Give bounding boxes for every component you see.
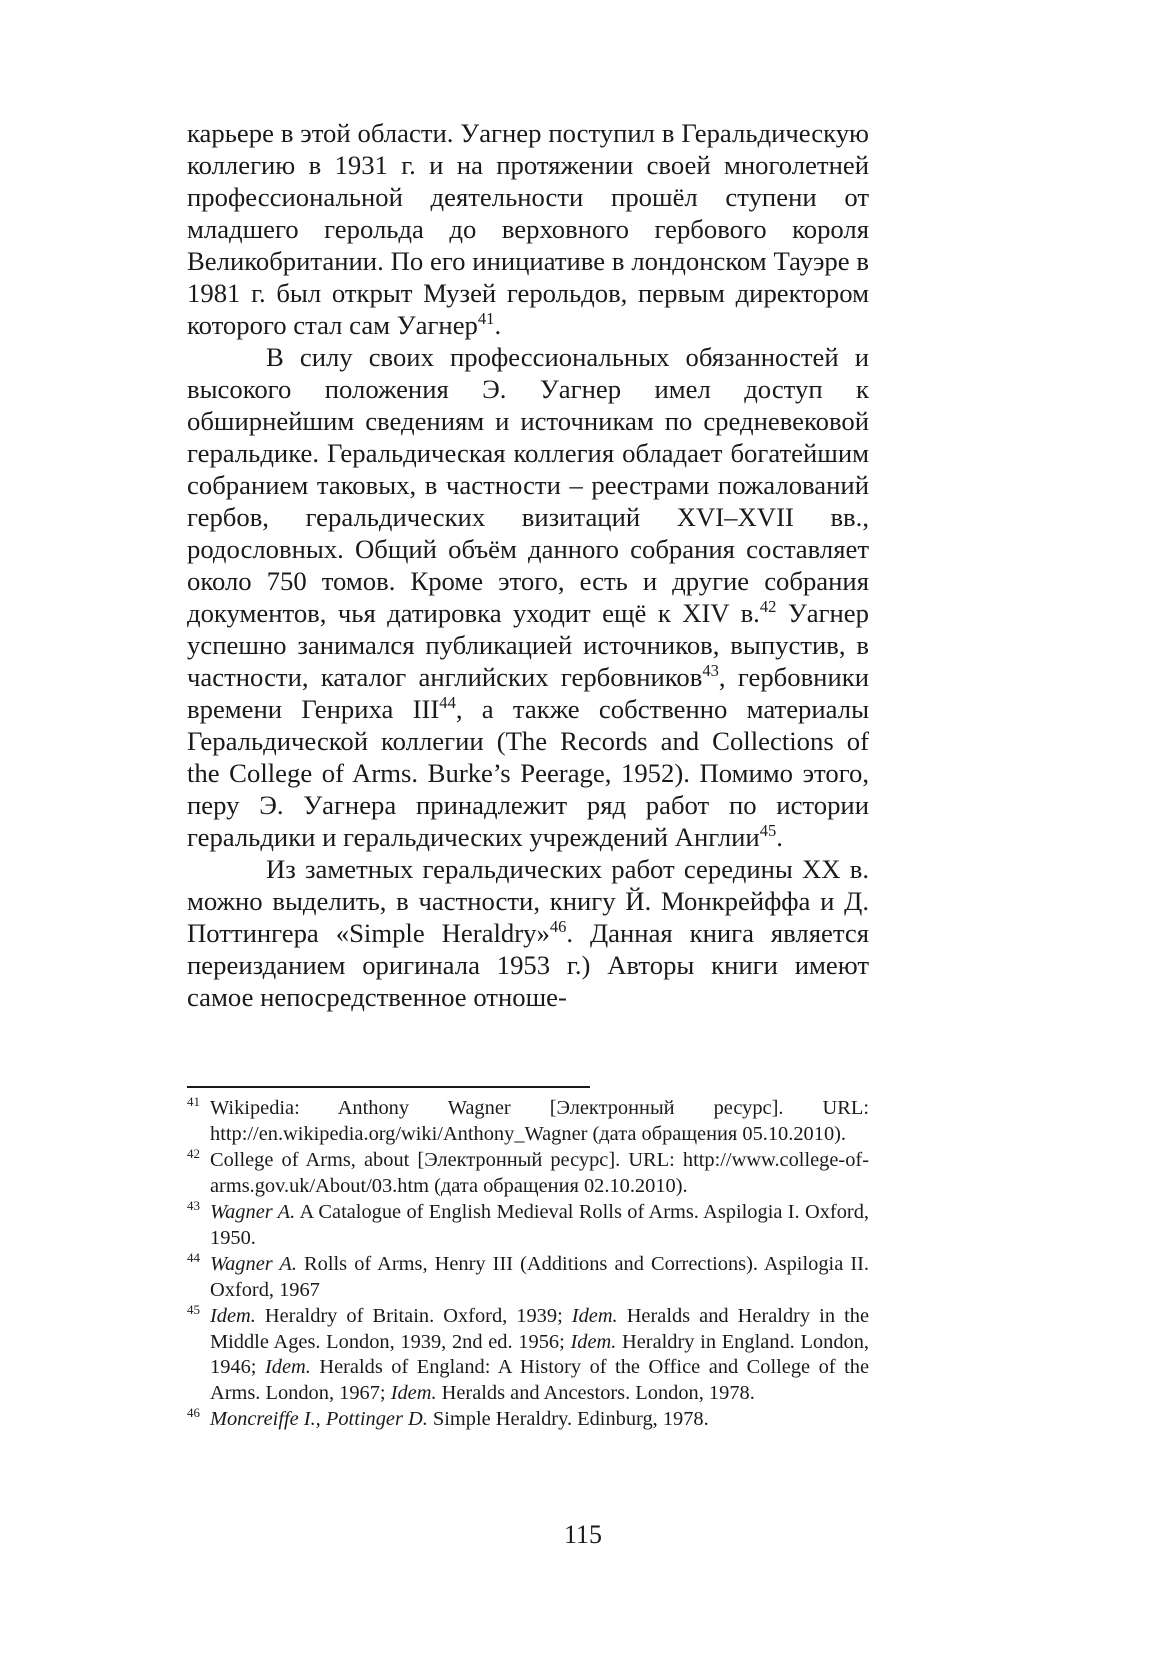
footnote-46 (187, 1407, 869, 1433)
footnote-45 (187, 1304, 869, 1406)
footnote-text: Wikipedia: Anthony Wagner [Электронный ресурс]. URL: http://en.wikipedia.org/wiki/Anthony_Wagner (дата обращения 05.10.2010). (210, 1097, 869, 1145)
footnote-text: Rolls of Arms, Henry III (Additions and Corrections). Aspilogia II. Oxford, 1967 (210, 1253, 870, 1301)
paragraph-text: В силу своих профессиональных обязанностей и высокого положения Э. Уагнер имел доступ к обширнейшим сведениям и источникам по средневековой геральдике. Геральдическая коллегия обладает богатейшим собранием таковых, в частности – реестрами пожалований гербов, геральдических визитаций XVI–XVII вв., родословных. Общий объём данного собрания составляет около 750 томов. Кроме этого, есть и другие собрания документов, чья датировка уходит ещё к XIV в. (187, 342, 869, 628)
footnote-separator (187, 1086, 590, 1088)
footnote-idem: Idem. (210, 1305, 256, 1327)
footnote-42 (187, 1148, 869, 1199)
footnote-ref-43: 43 (702, 661, 719, 681)
page-number: 115 (563, 1520, 603, 1549)
footnote-ref-41: 41 (477, 309, 495, 329)
footnote-ref-45: 45 (759, 821, 777, 841)
footnote-idem: Idem. (571, 1305, 618, 1327)
paragraph-2 (187, 341, 869, 853)
footnote-number: 42 (187, 1146, 200, 1161)
footnote-number: 46 (187, 1405, 200, 1420)
footnote-idem: Idem. (390, 1381, 437, 1404)
footnote-idem: Idem. (570, 1330, 617, 1353)
footnote-text: Simple Heraldry. Edinburg, 1978. (427, 1408, 709, 1430)
footnote-author: Wagner A. (210, 1201, 296, 1223)
footnote-number: 45 (187, 1302, 200, 1317)
paragraph-text: Уагнер успешно занимался публикацией источников, выпустив, в частности, каталог английских гербовников (187, 598, 869, 692)
footnote-text: Heralds of England: A History of the Office and College of the Arms. London, 1967; (210, 1356, 869, 1404)
footnote-author: Wagner A. (210, 1253, 297, 1275)
paragraph-text: Из заметных геральдических работ середины XX в. можно выделить, в частности, книгу Й. Монкрейффа и Д. Поттингера «Simple Heraldry» (187, 854, 869, 948)
footnote-text: Heralds and Heraldry in the Middle Ages. London, 1939, 2nd ed. 1956; (210, 1305, 870, 1353)
footnote-41 (187, 1096, 869, 1147)
footnote-text: Heralds and Ancestors. London, 1978. (436, 1381, 755, 1404)
paragraph-text: . (776, 822, 783, 852)
footnote-number: 44 (187, 1250, 200, 1265)
paragraph-3 (187, 853, 869, 1013)
paragraph-text: , гербовники времени Генриха III (187, 662, 869, 724)
footnote-author: Moncreiffe I., Pottinger D. (210, 1408, 428, 1430)
footnote-text: Heraldry in England. London, 1946; (210, 1330, 870, 1378)
paragraph-text: , а также собственно материалы Геральдической коллегии (The Records and Collections of the College of Arms. Burke’s Peerage, 1952). Помимо этого, перу Э. Уагнера принадлежит ряд работ по истории геральдики и геральдических учреждений Англии (187, 694, 870, 852)
footnote-ref-46: 46 (549, 917, 567, 937)
footnotes (187, 1096, 869, 1434)
footnote-text: Heraldry of Britain. Oxford, 1939; (255, 1305, 572, 1327)
paragraph-1 (187, 117, 869, 341)
footnote-number: 43 (187, 1198, 200, 1213)
main-text (187, 117, 869, 1013)
footnote-ref-44: 44 (439, 693, 456, 713)
footnote-idem: Idem. (264, 1356, 311, 1378)
footnote-number: 41 (187, 1094, 200, 1109)
footnote-44 (187, 1252, 869, 1303)
paragraph-text: . Данная книга является переизданием оригинала 1953 г.) Авторы книги имеют самое непосредственное отноше- (187, 918, 869, 1012)
paragraph-text: . (494, 310, 502, 340)
footnote-ref-42: 42 (759, 597, 777, 617)
footnote-43 (187, 1200, 869, 1251)
paragraph-text: карьере в этой области. Уагнер поступил в Геральдическую коллегию в 1931 г. и на протяжении своей многолетней профессиональной деятельности прошёл ступени от младшего герольда до верховного гербового короля Великобритании. По его инициативе в лондонском Тауэре в 1981 г. был открыт Музей герольдов, первым директором которого стал сам Уагнер (187, 118, 869, 340)
footnote-text: College of Arms, about [Электронный ресурс]. URL: http://www.college-of-arms.gov.uk/About/03.htm (дата обращения 02.10.2010). (210, 1149, 869, 1197)
footnote-text: A Catalogue of English Medieval Rolls of Arms. Aspilogia I. Oxford, 1950. (210, 1201, 869, 1249)
